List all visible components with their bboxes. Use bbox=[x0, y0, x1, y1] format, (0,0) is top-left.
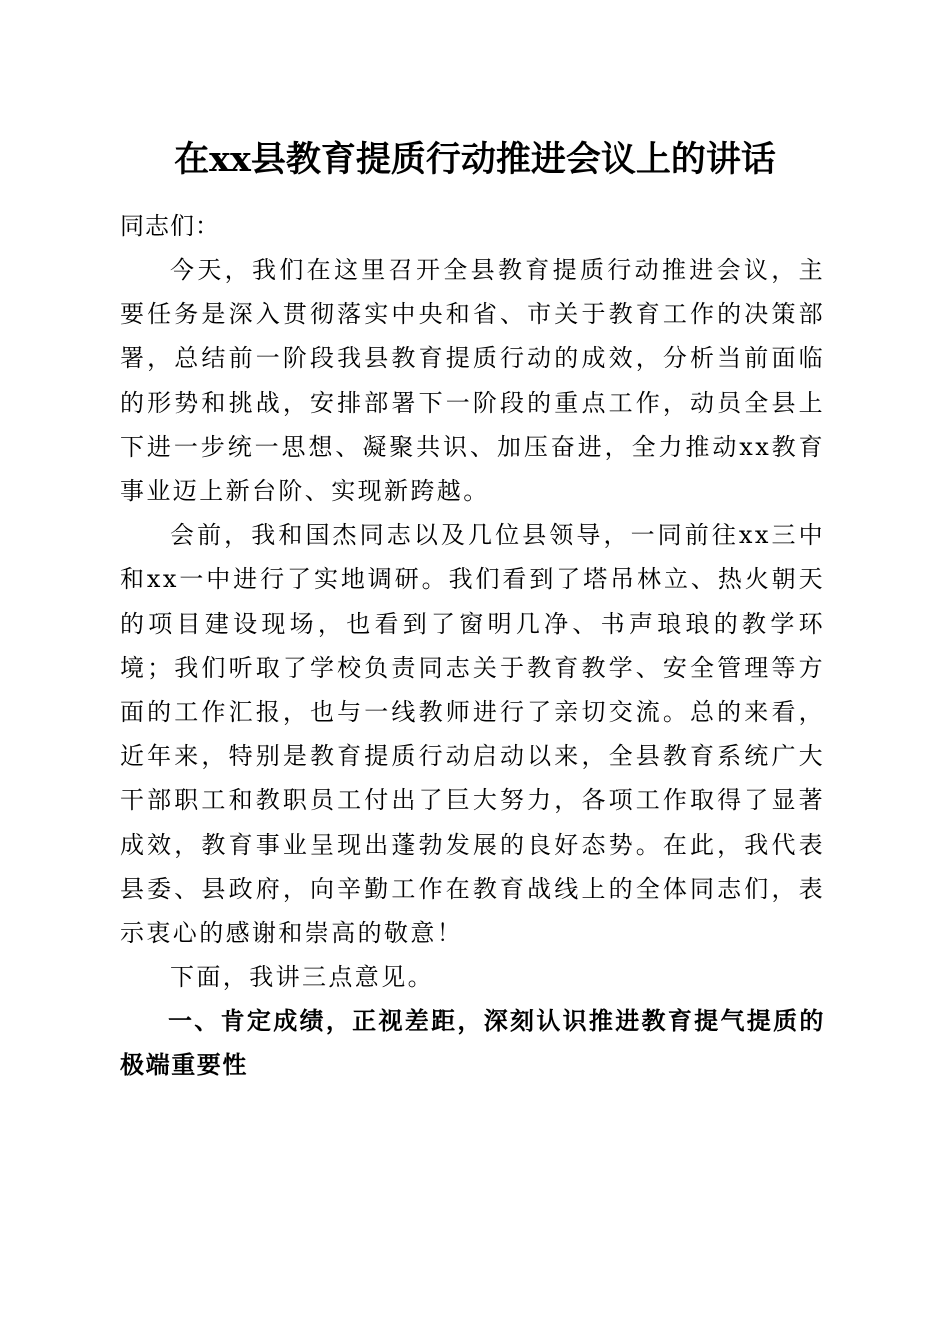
document-body bbox=[120, 204, 825, 1087]
paragraph-opening: 今天，我们在这里召开全县教育提质行动推进会议，主要任务是深入贯彻落实中央和省、市关于教育工作的决策部署，总结前一阶段我县教育提质行动的成效，分析当前面临的形势和挑战，安排部署下一阶段的重点工作，动员全县上下进一步统一思想、凝聚共识、加压奋进，全力推动xx教育事业迈上新台阶、实现新跨越。 bbox=[120, 256, 825, 506]
paragraph-research: 会前，我和国杰同志以及几位县领导，一同前往xx三中和xx一中进行了实地调研。我们看到了塔吊林立、热火朝天的项目建设现场，也看到了窗明几净、书声琅琅的教学环境；我们听取了学校负责同志关于教育教学、安全管理等方面的工作汇报，也与一线教师进行了亲切交流。总的来看，近年来，特别是教育提质行动启动以来，全县教育系统广大干部职工和教职员工付出了巨大努力，各项工作取得了显著成效，教育事业呈现出蓬勃发展的良好态势。在此，我代表县委、县政府，向辛勤工作在教育战线上的全体同志们，表示衷心的感谢和崇高的敬意！ bbox=[120, 521, 825, 948]
salutation: 同志们： bbox=[120, 212, 220, 240]
document-title: 在xx县教育提质行动推进会议上的讲话 bbox=[174, 139, 776, 180]
paragraph-transition: 下面，我讲三点意见。 bbox=[170, 963, 434, 992]
section-heading-1: 一、肯定成绩，正视差距，深刻认识推进教育提气提质的极端重要性 bbox=[120, 1007, 825, 1080]
